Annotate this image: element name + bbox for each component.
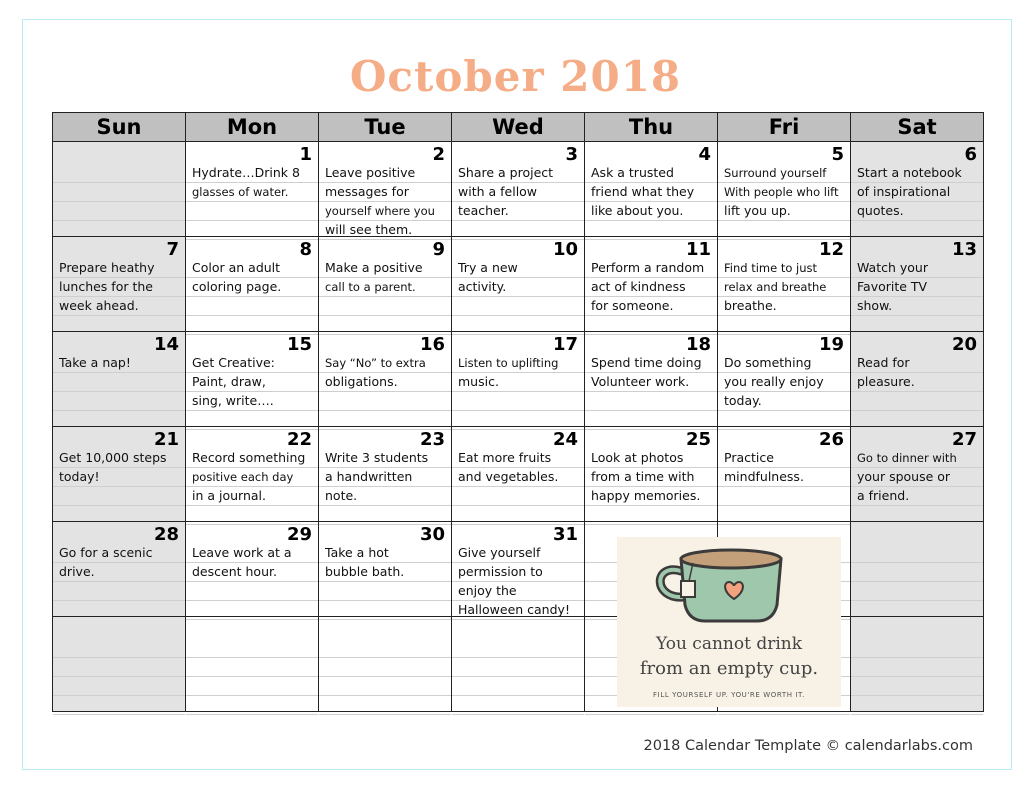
note-line: Take a nap! [53, 354, 185, 373]
day-cell [452, 237, 585, 332]
note-line [186, 202, 318, 221]
note-line [452, 639, 584, 658]
note-line: Spend time doing [585, 354, 717, 373]
day-number: 22 [286, 429, 312, 450]
day-note [53, 259, 185, 335]
day-cell [718, 142, 851, 237]
day-note [53, 544, 185, 620]
day-number: 23 [419, 429, 445, 450]
note-line: for someone. [585, 297, 717, 316]
note-line: music. [452, 373, 584, 392]
note-line: glasses of water. [186, 183, 318, 202]
day-note [585, 164, 717, 240]
day-cell [53, 617, 186, 712]
day-note [319, 354, 451, 430]
weekday-header: Tue [319, 113, 452, 142]
note-line: Volunteer work. [585, 373, 717, 392]
day-note [319, 259, 451, 335]
note-line: of inspirational [851, 183, 983, 202]
day-cell [585, 237, 718, 332]
note-line: Find time to just [718, 259, 850, 278]
note-line: a handwritten [319, 468, 451, 487]
note-line: call to a parent. [319, 278, 451, 297]
day-note [718, 449, 850, 525]
note-line: teacher. [452, 202, 584, 221]
note-line: show. [851, 297, 983, 316]
note-line [186, 658, 318, 677]
day-note [585, 354, 717, 430]
day-number: 4 [698, 144, 711, 165]
note-line [53, 582, 185, 601]
note-line [851, 639, 983, 658]
note-line [452, 487, 584, 506]
note-line: with a fellow [452, 183, 584, 202]
note-line [319, 392, 451, 411]
week-row [53, 617, 984, 712]
note-line: messages for [319, 183, 451, 202]
quote-line-2: from an empty cup. [639, 658, 819, 679]
week-row [53, 237, 984, 332]
day-note [851, 164, 983, 240]
note-line: from a time with [585, 468, 717, 487]
note-line: Perform a random [585, 259, 717, 278]
note-line: Practice [718, 449, 850, 468]
quote-line-1: You cannot drink [655, 634, 803, 654]
note-line: Go for a scenic [53, 544, 185, 563]
note-line: in a journal. [186, 487, 318, 506]
quote-line-3: FILL YOURSELF UP. YOU'RE WORTH IT. [653, 691, 805, 699]
day-number: 8 [299, 239, 312, 260]
day-note [718, 164, 850, 240]
weekday-header: Thu [585, 113, 718, 142]
day-note [851, 449, 983, 525]
note-line: note. [319, 487, 451, 506]
day-number: 31 [552, 524, 578, 545]
day-cell [851, 142, 984, 237]
day-number: 21 [153, 429, 179, 450]
day-note [452, 449, 584, 525]
note-line [319, 677, 451, 696]
note-line: Do something [718, 354, 850, 373]
note-line [851, 544, 983, 563]
day-cell [452, 142, 585, 237]
note-line: Leave positive [319, 164, 451, 183]
note-line [53, 183, 185, 202]
note-line: enjoy the [452, 582, 584, 601]
day-number: 20 [951, 334, 977, 355]
note-line: and vegetables. [452, 468, 584, 487]
note-line: Ask a trusted [585, 164, 717, 183]
note-line [186, 677, 318, 696]
note-line: Favorite TV [851, 278, 983, 297]
note-line [53, 658, 185, 677]
week-row [53, 142, 984, 237]
note-line: Halloween candy! [452, 601, 584, 620]
note-line: Give yourself [452, 544, 584, 563]
day-note [452, 354, 584, 430]
day-number: 29 [286, 524, 312, 545]
day-number: 25 [685, 429, 711, 450]
note-line [452, 696, 584, 715]
day-note [585, 449, 717, 525]
day-note [186, 259, 318, 335]
note-line: you really enjoy [718, 373, 850, 392]
day-number: 16 [419, 334, 445, 355]
note-line [851, 696, 983, 715]
day-number: 26 [818, 429, 844, 450]
note-line: Hydrate…Drink 8 [186, 164, 318, 183]
note-line: Get Creative: [186, 354, 318, 373]
day-note [186, 354, 318, 430]
day-cell [186, 237, 319, 332]
day-cell [186, 427, 319, 522]
calendar-grid [52, 112, 984, 712]
note-line: Paint, draw, [186, 373, 318, 392]
day-cell [718, 332, 851, 427]
day-cell [186, 142, 319, 237]
day-note [53, 354, 185, 430]
weekday-header: Wed [452, 113, 585, 142]
day-note [53, 164, 185, 240]
day-number: 7 [166, 239, 179, 260]
note-line: today. [718, 392, 850, 411]
note-line [319, 658, 451, 677]
note-line [585, 392, 717, 411]
note-line: will see them. [319, 221, 451, 240]
note-line [452, 677, 584, 696]
day-cell [53, 237, 186, 332]
note-line: week ahead. [53, 297, 185, 316]
note-line [319, 639, 451, 658]
week-row [53, 522, 984, 617]
note-line [53, 164, 185, 183]
week-row [53, 332, 984, 427]
weekday-header: Sun [53, 113, 186, 142]
day-number: 13 [951, 239, 977, 260]
day-cell [186, 617, 319, 712]
note-line: bubble bath. [319, 563, 451, 582]
note-line: act of kindness [585, 278, 717, 297]
day-cell [319, 237, 452, 332]
note-line: activity. [452, 278, 584, 297]
note-line [851, 392, 983, 411]
teacup-icon [617, 537, 841, 633]
note-line [53, 696, 185, 715]
day-note [319, 164, 451, 240]
note-line: quotes. [851, 202, 983, 221]
day-note [452, 259, 584, 335]
note-line: like about you. [585, 202, 717, 221]
note-line [319, 582, 451, 601]
day-number: 18 [685, 334, 711, 355]
note-line: Leave work at a [186, 544, 318, 563]
day-number: 27 [951, 429, 977, 450]
day-number: 10 [552, 239, 578, 260]
note-line: Make a positive [319, 259, 451, 278]
day-note [53, 449, 185, 525]
note-line: permission to [452, 563, 584, 582]
day-number: 12 [818, 239, 844, 260]
day-note [851, 639, 983, 715]
note-line: coloring page. [186, 278, 318, 297]
day-number: 19 [818, 334, 844, 355]
day-note [53, 639, 185, 715]
day-number: 1 [299, 144, 312, 165]
note-line: Record something [186, 449, 318, 468]
day-number: 30 [419, 524, 445, 545]
day-note [319, 544, 451, 620]
note-line [53, 373, 185, 392]
day-cell [319, 332, 452, 427]
note-line [53, 639, 185, 658]
note-line: positive each day [186, 468, 318, 487]
day-number: 17 [552, 334, 578, 355]
note-line: a friend. [851, 487, 983, 506]
note-line: Start a notebook [851, 164, 983, 183]
note-line: Write 3 students [319, 449, 451, 468]
weekday-header: Sat [851, 113, 984, 142]
day-cell [585, 332, 718, 427]
note-line: breathe. [718, 297, 850, 316]
day-cell [851, 237, 984, 332]
note-line: pleasure. [851, 373, 983, 392]
note-line: obligations. [319, 373, 451, 392]
note-line [53, 202, 185, 221]
note-line [452, 392, 584, 411]
day-cell [53, 427, 186, 522]
weekday-header: Fri [718, 113, 851, 142]
day-cell [585, 142, 718, 237]
footer-credit: 2018 Calendar Template © calendarlabs.com [643, 738, 973, 754]
day-cell [452, 522, 585, 617]
note-line: Say “No” to extra [319, 354, 451, 373]
day-cell [452, 427, 585, 522]
day-number: 15 [286, 334, 312, 355]
note-line [851, 582, 983, 601]
day-number: 24 [552, 429, 578, 450]
note-line [718, 487, 850, 506]
note-line: Color an adult [186, 259, 318, 278]
day-note [718, 259, 850, 335]
weekday-header: Mon [186, 113, 319, 142]
day-note [186, 449, 318, 525]
note-line: Look at photos [585, 449, 717, 468]
day-cell [718, 237, 851, 332]
note-line: Read for [851, 354, 983, 373]
day-number: 11 [685, 239, 711, 260]
note-line: sing, write…. [186, 392, 318, 411]
note-line [851, 658, 983, 677]
note-line: lift you up. [718, 202, 850, 221]
week-row [53, 427, 984, 522]
note-line [319, 696, 451, 715]
note-line [186, 582, 318, 601]
day-note [319, 449, 451, 525]
day-cell [851, 617, 984, 712]
day-note [186, 639, 318, 715]
calendar-body [53, 142, 984, 712]
day-cell [319, 427, 452, 522]
weekday-header-row [53, 113, 984, 142]
day-number: 9 [432, 239, 445, 260]
note-line: happy memories. [585, 487, 717, 506]
day-note [851, 259, 983, 335]
page-title: October 2018 [349, 52, 682, 101]
day-number: 2 [432, 144, 445, 165]
note-line: Try a new [452, 259, 584, 278]
note-line: Take a hot [319, 544, 451, 563]
note-line [851, 563, 983, 582]
day-cell [452, 332, 585, 427]
note-line: Watch your [851, 259, 983, 278]
day-note [585, 259, 717, 335]
day-note [851, 354, 983, 430]
day-cell [319, 617, 452, 712]
note-line: Go to dinner with [851, 449, 983, 468]
day-cell [53, 522, 186, 617]
day-cell [319, 522, 452, 617]
day-cell [585, 427, 718, 522]
day-cell [452, 617, 585, 712]
day-number: 14 [153, 334, 179, 355]
note-line: Prepare heathy [53, 259, 185, 278]
note-line [53, 677, 185, 696]
day-note [718, 354, 850, 430]
note-line: drive. [53, 563, 185, 582]
note-line: friend what they [585, 183, 717, 202]
note-line [452, 297, 584, 316]
note-line: relax and breathe [718, 278, 850, 297]
note-line [53, 392, 185, 411]
day-cell [186, 522, 319, 617]
day-number: 3 [565, 144, 578, 165]
note-line: your spouse or [851, 468, 983, 487]
note-line [53, 487, 185, 506]
day-cell [53, 142, 186, 237]
note-line: Get 10,000 steps [53, 449, 185, 468]
note-line [452, 658, 584, 677]
day-number: 5 [831, 144, 844, 165]
note-line [186, 639, 318, 658]
note-line [186, 297, 318, 316]
day-cell [851, 522, 984, 617]
day-note [851, 544, 983, 620]
day-note [186, 544, 318, 620]
day-cell [53, 332, 186, 427]
day-note [452, 639, 584, 715]
day-note [319, 639, 451, 715]
note-line [319, 297, 451, 316]
note-line: today! [53, 468, 185, 487]
note-line: yourself where you [319, 202, 451, 221]
note-line: Listen to uplifting [452, 354, 584, 373]
day-note [452, 544, 584, 620]
note-line: mindfulness. [718, 468, 850, 487]
day-cell [718, 427, 851, 522]
note-line: Surround yourself [718, 164, 850, 183]
note-line [851, 677, 983, 696]
day-note [452, 164, 584, 240]
empty-cup-quote-image [617, 537, 841, 707]
note-line: Share a project [452, 164, 584, 183]
day-number: 28 [153, 524, 179, 545]
note-line: lunches for the [53, 278, 185, 297]
note-line: With people who lift [718, 183, 850, 202]
day-cell [319, 142, 452, 237]
note-line [186, 696, 318, 715]
day-cell [851, 332, 984, 427]
day-number: 6 [964, 144, 977, 165]
day-cell [186, 332, 319, 427]
day-cell [851, 427, 984, 522]
day-note [186, 164, 318, 240]
note-line: descent hour. [186, 563, 318, 582]
note-line: Eat more fruits [452, 449, 584, 468]
